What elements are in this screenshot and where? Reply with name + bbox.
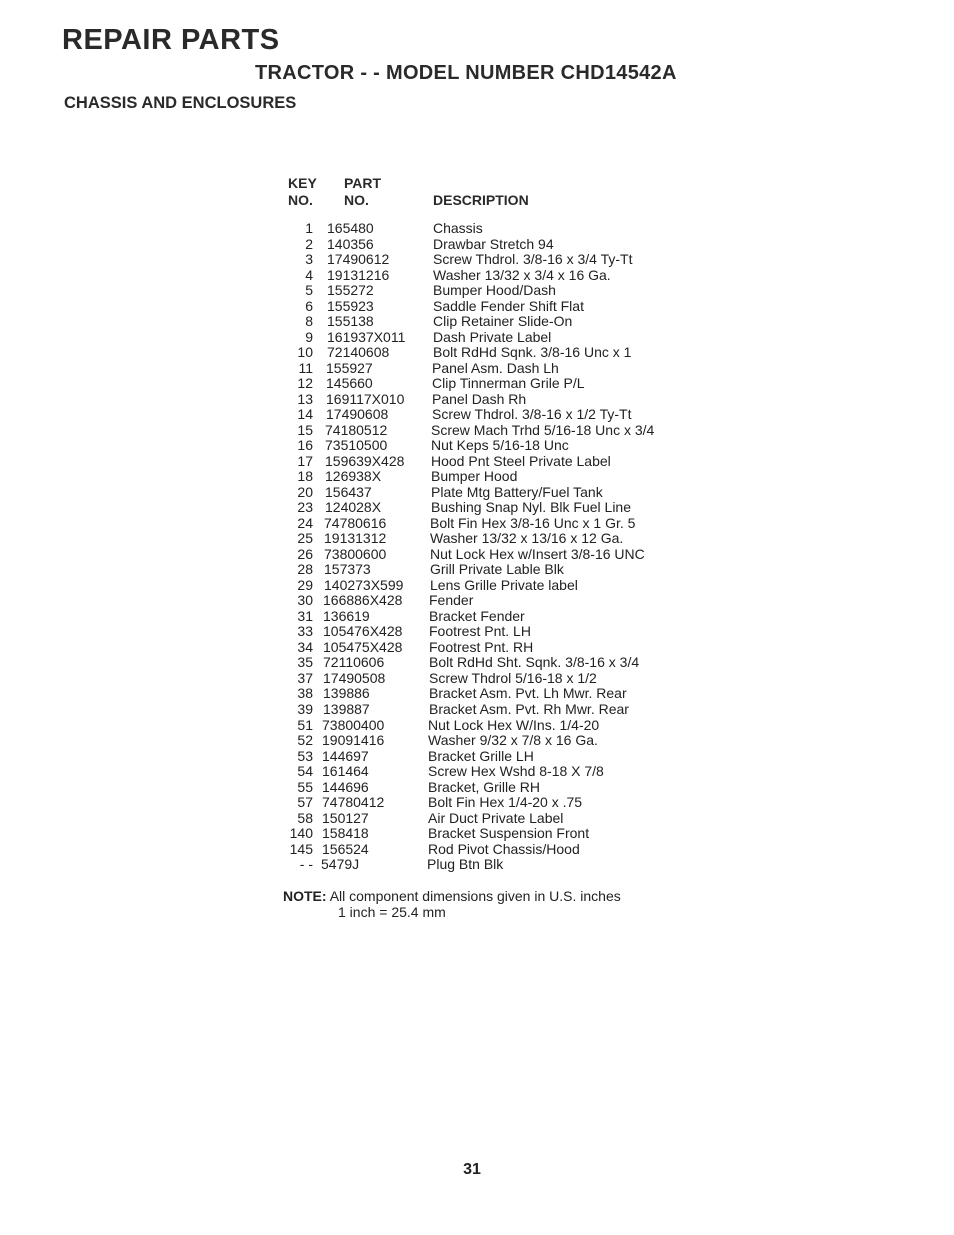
part-number: 72140608 bbox=[327, 344, 390, 361]
part-number: 155923 bbox=[327, 297, 374, 314]
part-description: Dash Private Label bbox=[433, 328, 552, 345]
part-description: Fender bbox=[429, 592, 474, 609]
part-description: Bracket, Grille RH bbox=[428, 778, 541, 795]
part-description: Washer 9/32 x 7/8 x 16 Ga. bbox=[428, 732, 598, 749]
part-number: 73510500 bbox=[325, 437, 388, 454]
part-number: 72110606 bbox=[323, 654, 385, 671]
key-number: 10 bbox=[297, 344, 313, 361]
part-description: Bracket Asm. Pvt. Rh Mwr. Rear bbox=[429, 700, 629, 717]
part-number: 155927 bbox=[326, 359, 373, 376]
part-description: Saddle Fender Shift Flat bbox=[433, 297, 584, 314]
part-number: 126938X bbox=[325, 468, 382, 485]
parts-row bbox=[280, 764, 720, 780]
key-number: 29 bbox=[297, 576, 313, 593]
part-number: 169117X010 bbox=[326, 390, 405, 407]
parts-row bbox=[280, 655, 720, 671]
part-description: Bolt RdHd Sqnk. 3/8-16 Unc x 1 bbox=[433, 344, 632, 361]
part-description: Bracket Fender bbox=[429, 607, 525, 624]
part-number: 19091416 bbox=[322, 732, 385, 749]
part-number: 159639X428 bbox=[325, 452, 405, 469]
part-description: Bracket Grille LH bbox=[428, 747, 534, 764]
part-description: Grill Private Lable Blk bbox=[430, 561, 564, 578]
part-number: 17490612 bbox=[327, 251, 390, 268]
part-number: 158418 bbox=[322, 825, 369, 842]
key-number: 51 bbox=[297, 716, 313, 733]
part-number: 144696 bbox=[322, 778, 369, 795]
part-number: 156437 bbox=[325, 483, 372, 500]
parts-row bbox=[280, 345, 720, 361]
parts-row bbox=[280, 733, 720, 749]
column-header-part-line1: PART bbox=[344, 175, 382, 191]
key-number: - - bbox=[299, 856, 313, 873]
parts-row bbox=[280, 624, 720, 640]
part-description: Bracket Asm. Pvt. Lh Mwr. Rear bbox=[429, 685, 627, 702]
key-number: 16 bbox=[297, 437, 313, 454]
key-number: 12 bbox=[297, 375, 313, 392]
parts-row bbox=[280, 237, 720, 253]
column-header-key-line1: KEY bbox=[288, 175, 317, 191]
part-description: Bolt RdHd Sht. Sqnk. 3/8-16 x 3/4 bbox=[429, 654, 640, 671]
part-description: Nut Lock Hex w/Insert 3/8-16 UNC bbox=[430, 545, 645, 562]
parts-row bbox=[280, 252, 720, 268]
part-description: Clip Retainer Slide-On bbox=[433, 313, 573, 330]
part-description: Washer 13/32 x 13/16 x 12 Ga. bbox=[430, 530, 624, 547]
parts-row bbox=[280, 469, 720, 485]
part-number: 19131216 bbox=[327, 266, 390, 283]
part-description: Bolt Fin Hex 3/8-16 Unc x 1 Gr. 5 bbox=[430, 514, 636, 531]
key-number: 3 bbox=[305, 251, 313, 268]
key-number: 39 bbox=[297, 700, 313, 717]
part-number: 105476X428 bbox=[323, 623, 403, 640]
key-number: 23 bbox=[297, 499, 313, 516]
note-line2: 1 inch = 25.4 mm bbox=[338, 904, 446, 920]
model-subtitle: TRACTOR - - MODEL NUMBER CHD14542A bbox=[255, 62, 677, 84]
part-number: 74780616 bbox=[324, 514, 387, 531]
key-number: 53 bbox=[297, 747, 313, 764]
key-number: 31 bbox=[297, 607, 313, 624]
part-number: 140273X599 bbox=[324, 576, 404, 593]
key-number: 24 bbox=[297, 514, 313, 531]
part-description: Screw Hex Wshd 8-18 X 7/8 bbox=[428, 763, 604, 780]
parts-row bbox=[280, 562, 720, 578]
part-number: 74780412 bbox=[322, 794, 385, 811]
parts-row bbox=[280, 500, 720, 516]
part-description: Clip Tinnerman Grile P/L bbox=[432, 375, 585, 392]
key-number: 4 bbox=[305, 266, 313, 283]
part-description: Washer 13/32 x 3/4 x 16 Ga. bbox=[433, 266, 611, 283]
parts-row bbox=[280, 842, 720, 858]
key-number: 1 bbox=[305, 220, 313, 236]
key-number: 140 bbox=[289, 825, 313, 842]
key-number: 17 bbox=[297, 452, 313, 469]
key-number: 11 bbox=[298, 359, 313, 376]
part-number: 136619 bbox=[323, 607, 370, 624]
column-header-part-line2: NO. bbox=[344, 192, 369, 208]
column-header-part bbox=[344, 175, 381, 209]
part-description: Bumper Hood bbox=[431, 468, 518, 485]
key-number: 57 bbox=[297, 794, 313, 811]
parts-row bbox=[280, 795, 720, 811]
column-header-description: DESCRIPTION bbox=[433, 192, 529, 208]
part-number: 17490508 bbox=[323, 669, 386, 686]
key-number: 145 bbox=[289, 840, 313, 857]
key-number: 38 bbox=[297, 685, 313, 702]
parts-row bbox=[280, 361, 720, 377]
part-description: Bolt Fin Hex 1/4-20 x .75 bbox=[428, 794, 583, 811]
key-number: 55 bbox=[297, 778, 313, 795]
parts-row bbox=[280, 531, 720, 547]
parts-row bbox=[280, 671, 720, 687]
part-number: 166886X428 bbox=[323, 592, 403, 609]
part-number: 157373 bbox=[324, 561, 371, 578]
parts-row bbox=[280, 702, 720, 718]
parts-row bbox=[280, 314, 720, 330]
key-number: 2 bbox=[305, 235, 313, 252]
part-description: Screw Mach Trhd 5/16-18 Unc x 3/4 bbox=[431, 421, 655, 438]
part-description: Rod Pivot Chassis/Hood bbox=[428, 840, 580, 857]
part-description: Bracket Suspension Front bbox=[428, 825, 590, 842]
key-number: 33 bbox=[297, 623, 313, 640]
parts-row bbox=[280, 826, 720, 842]
parts-row bbox=[280, 578, 720, 594]
key-number: 13 bbox=[297, 390, 313, 407]
part-description: Screw Thdrol. 3/8-16 x 3/4 Ty-Tt bbox=[433, 251, 633, 268]
parts-row bbox=[280, 376, 720, 392]
parts-row bbox=[280, 485, 720, 501]
part-description: Screw Thdrol. 3/8-16 x 1/2 Ty-Tt bbox=[432, 406, 632, 423]
part-description: Footrest Pnt. RH bbox=[429, 638, 534, 655]
part-number: 5479J bbox=[321, 856, 360, 873]
parts-row bbox=[280, 686, 720, 702]
part-number: 145660 bbox=[326, 375, 373, 392]
part-number: 161937X011 bbox=[327, 328, 406, 345]
part-number: 74180512 bbox=[325, 421, 388, 438]
key-number: 15 bbox=[297, 421, 313, 438]
key-number: 8 bbox=[305, 313, 313, 330]
dimension-note bbox=[283, 888, 621, 920]
key-number: 34 bbox=[297, 638, 313, 655]
key-number: 30 bbox=[297, 592, 313, 609]
key-number: 25 bbox=[297, 530, 313, 547]
parts-row bbox=[280, 640, 720, 656]
part-description: Plate Mtg Battery/Fuel Tank bbox=[431, 483, 603, 500]
part-description: Nut Lock Hex W/Ins. 1/4-20 bbox=[428, 716, 600, 733]
part-description: Hood Pnt Steel Private Label bbox=[431, 452, 611, 469]
part-description: Footrest Pnt. LH bbox=[429, 623, 531, 640]
part-number: 73800600 bbox=[324, 545, 387, 562]
page-title: REPAIR PARTS bbox=[62, 24, 280, 56]
parts-row bbox=[280, 609, 720, 625]
part-number: 161464 bbox=[322, 763, 369, 780]
parts-row bbox=[280, 392, 720, 408]
part-number: 139887 bbox=[323, 700, 370, 717]
parts-row bbox=[280, 330, 720, 346]
parts-row bbox=[280, 857, 720, 873]
key-number: 9 bbox=[305, 328, 313, 345]
parts-row bbox=[280, 780, 720, 796]
key-number: 37 bbox=[297, 669, 313, 686]
part-description: Chassis bbox=[433, 220, 483, 236]
part-number: 165480 bbox=[327, 220, 374, 236]
parts-row bbox=[280, 221, 720, 237]
key-number: 28 bbox=[297, 561, 313, 578]
note-label: NOTE: bbox=[283, 888, 327, 904]
column-header-key-line2: NO. bbox=[288, 192, 313, 208]
key-number: 6 bbox=[305, 297, 313, 314]
parts-row bbox=[280, 454, 720, 470]
key-number: 20 bbox=[297, 483, 313, 500]
parts-row bbox=[280, 423, 720, 439]
part-number: 17490608 bbox=[326, 406, 389, 423]
part-description: Air Duct Private Label bbox=[428, 809, 564, 826]
part-description: Bushing Snap Nyl. Blk Fuel Line bbox=[431, 499, 631, 516]
part-number: 19131312 bbox=[324, 530, 387, 547]
key-number: 58 bbox=[297, 809, 313, 826]
part-number: 124028X bbox=[325, 499, 382, 516]
part-description: Panel Asm. Dash Lh bbox=[432, 359, 559, 376]
parts-row bbox=[280, 438, 720, 454]
part-description: Panel Dash Rh bbox=[432, 390, 527, 407]
key-number: 54 bbox=[297, 763, 313, 780]
column-header-key bbox=[288, 175, 317, 209]
note-line1: All component dimensions given in U.S. inches bbox=[329, 888, 621, 904]
parts-row bbox=[280, 547, 720, 563]
parts-row bbox=[280, 811, 720, 827]
part-number: 144697 bbox=[322, 747, 369, 764]
part-number: 73800400 bbox=[322, 716, 385, 733]
parts-list bbox=[280, 221, 720, 873]
parts-row bbox=[280, 299, 720, 315]
key-number: 52 bbox=[297, 732, 313, 749]
key-number: 18 bbox=[297, 468, 313, 485]
part-description: Bumper Hood/Dash bbox=[433, 282, 556, 299]
key-number: 35 bbox=[297, 654, 313, 671]
page-number: 31 bbox=[463, 1161, 481, 1178]
key-number: 14 bbox=[297, 406, 313, 423]
part-description: Drawbar Stretch 94 bbox=[433, 235, 554, 252]
parts-row bbox=[280, 749, 720, 765]
part-description: Plug Btn Blk bbox=[427, 856, 504, 873]
key-number: 5 bbox=[305, 282, 313, 299]
parts-row bbox=[280, 407, 720, 423]
parts-row bbox=[280, 593, 720, 609]
parts-row bbox=[280, 516, 720, 532]
part-description: Nut Keps 5/16-18 Unc bbox=[431, 437, 569, 454]
part-number: 140356 bbox=[327, 235, 374, 252]
section-title: CHASSIS AND ENCLOSURES bbox=[64, 94, 297, 112]
part-description: Lens Grille Private label bbox=[430, 576, 578, 593]
parts-row bbox=[280, 283, 720, 299]
part-number: 105475X428 bbox=[323, 638, 403, 655]
parts-row bbox=[280, 718, 720, 734]
part-number: 150127 bbox=[322, 809, 369, 826]
part-description: Screw Thdrol 5/16-18 x 1/2 bbox=[429, 669, 597, 686]
part-number: 139886 bbox=[323, 685, 370, 702]
parts-row bbox=[280, 268, 720, 284]
part-number: 155272 bbox=[327, 282, 374, 299]
key-number: 26 bbox=[297, 545, 313, 562]
part-number: 156524 bbox=[322, 840, 369, 857]
part-number: 155138 bbox=[327, 313, 374, 330]
